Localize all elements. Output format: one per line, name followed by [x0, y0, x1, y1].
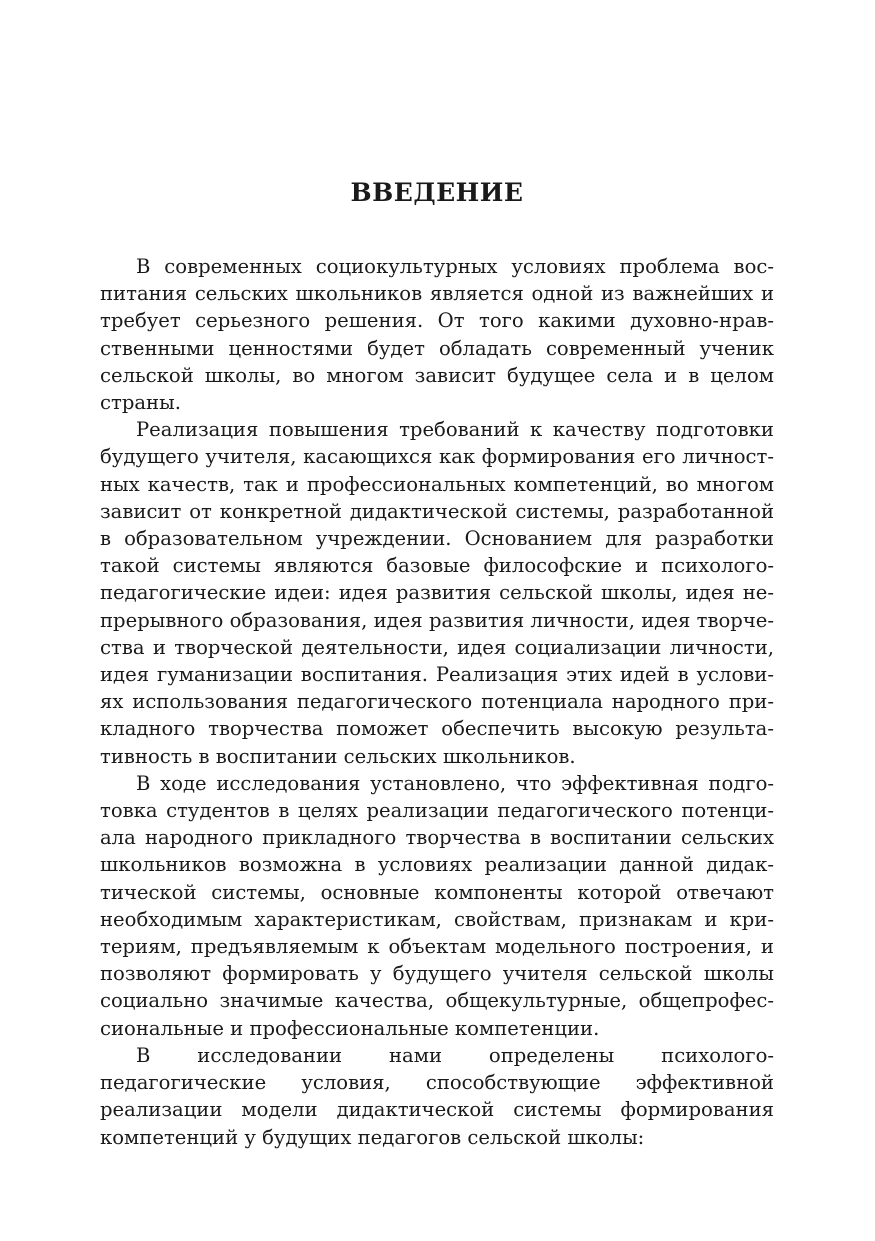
body-text: [100, 253, 774, 1151]
section-heading: ВВЕДЕНИЕ: [350, 178, 524, 207]
paragraph-3: В ходе исследования установлено, что эффективная подготовка студентов в целях реализации педагогического потенциала народного прикладного творчества в воспитании сельских школьников возможна в условиях реализации данной дидактической системы, основные компоненты которой отвечают необходимым характеристикам, свойствам, признакам и критериям, предъявляемым к объектам модельного построения, и позволяют формировать у будущего учителя сельской школы социально значимые качества, общекультурные, общепрофессиональные и профессиональные компетенции.: [100, 771, 774, 1040]
paragraph-4: В исследовании нами определены психолого-педагогические условия, способствующие эффективной реализации модели дидактической системы формирования компетенций у будущих педагогов сельской школы:: [100, 1043, 774, 1149]
paragraph-1: В современных социокультурных условиях проблема воспитания сельских школьников является одной из важнейших и требует серьезного решения. От того какими духовно-нравственными ценностями будет обладать современный ученик сельской школы, во многом зависит будущее села и в целом страны.: [100, 255, 774, 415]
paragraph-2: Реализация повышения требований к качеству подготовки будущего учителя, касающихся как формирования его личностных качеств, так и профессиональных компетенций, во многом зависит от конкретной дидактической системы, разработанной в образовательном учреждении. Основанием для разработки такой системы являются базовые философские и психолого-педагогические идеи: идея развития сельской школы, идея непрерывного образования, идея развития личности, идея творчества и творческой деятельности, идея социализации личности, идея гуманизации воспитания. Реализация этих идей в условиях использования педагогического потенциала народного прикладного творчества поможет обеспечить высокую результативность в воспитании сельских школьников.: [100, 418, 774, 768]
